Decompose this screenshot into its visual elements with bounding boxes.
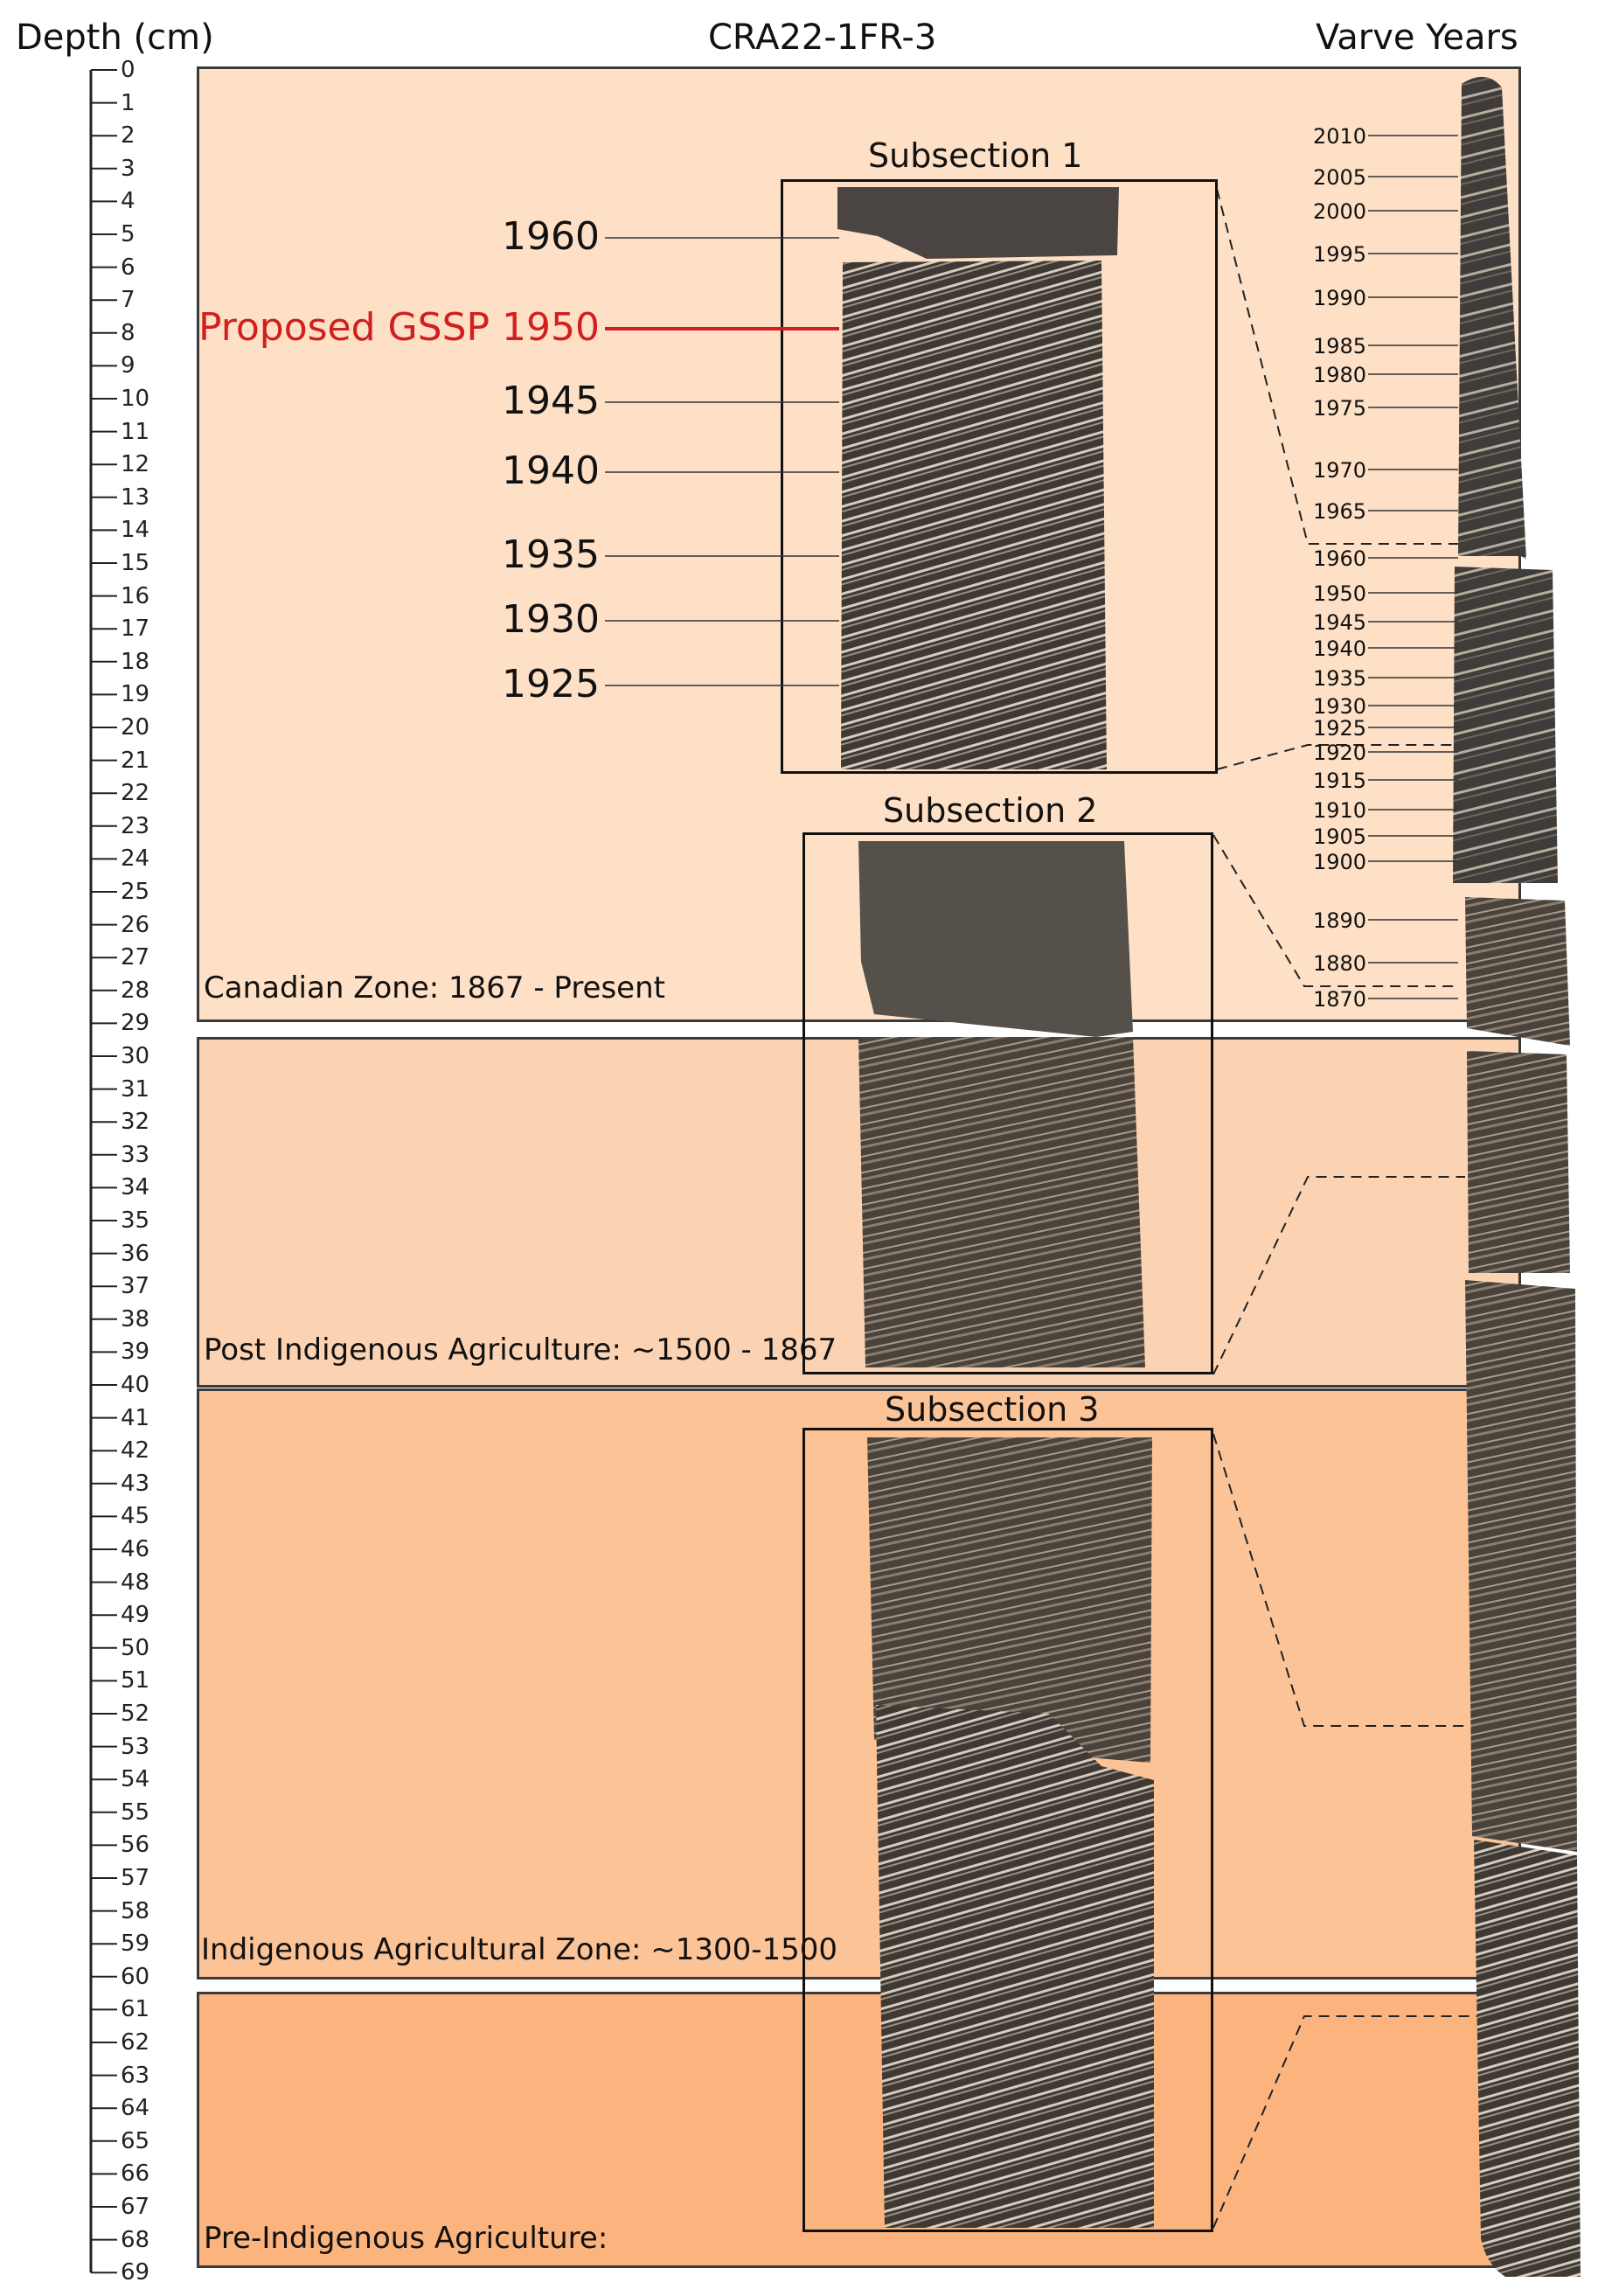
depth-tick-label: 56 <box>121 1832 150 1859</box>
zone-label-indigenous-agricultural: Indigenous Agricultural Zone: ~1300-1500 <box>201 1932 838 1967</box>
subsection-year-label: 1945 <box>502 379 600 423</box>
depth-tick-label: 4 <box>121 188 135 215</box>
depth-tick-label: 19 <box>121 681 150 708</box>
varve-year-label: 1960 <box>1313 546 1367 571</box>
depth-tick-label: 54 <box>121 1766 150 1793</box>
depth-tick-label: 20 <box>121 714 150 741</box>
varve-year-label: 1910 <box>1313 798 1367 823</box>
depth-tick-label: 5 <box>121 221 135 247</box>
depth-tick-label: 63 <box>121 2062 150 2089</box>
zone-label-post-indigenous: Post Indigenous Agriculture: ~1500 - 1867 <box>204 1332 837 1367</box>
depth-tick-label: 41 <box>121 1404 150 1431</box>
varve-year-label: 1950 <box>1313 581 1367 606</box>
depth-tick-label: 3 <box>121 155 135 182</box>
depth-tick-label: 46 <box>121 1536 150 1562</box>
depth-tick-label: 32 <box>121 1109 150 1136</box>
depth-tick-label: 1 <box>121 89 135 116</box>
varve-year-label: 1900 <box>1313 850 1367 874</box>
varve-year-label: 1970 <box>1313 458 1367 483</box>
varve-year-label: 1880 <box>1313 951 1367 976</box>
depth-tick-label: 15 <box>121 550 150 576</box>
depth-tick-label: 10 <box>121 386 150 412</box>
depth-title: Depth (cm) <box>16 17 214 58</box>
varve-year-label: 1915 <box>1313 769 1367 793</box>
varve-year-label: 1975 <box>1313 396 1367 421</box>
depth-tick-label: 29 <box>121 1010 150 1037</box>
depth-tick-label: 13 <box>121 484 150 511</box>
varve-year-label: 1980 <box>1313 363 1367 387</box>
depth-tick-label: 58 <box>121 1897 150 1924</box>
subsection-3-title: Subsection 3 <box>885 1390 1100 1429</box>
depth-tick-label: 6 <box>121 254 135 281</box>
varve-year-label: 2000 <box>1313 199 1367 224</box>
varve-year-label: 1925 <box>1313 716 1367 741</box>
subsection-year-label: 1935 <box>502 532 600 577</box>
depth-tick-label: 55 <box>121 1799 150 1826</box>
depth-tick-label: 21 <box>121 747 150 774</box>
subsection-year-label: 1960 <box>502 214 600 259</box>
depth-tick-label: 8 <box>121 319 135 346</box>
depth-tick-label: 53 <box>121 1733 150 1760</box>
varve-year-label: 1920 <box>1313 741 1367 765</box>
depth-tick-label: 33 <box>121 1141 150 1168</box>
depth-tick-label: 49 <box>121 1602 150 1629</box>
depth-tick-label: 60 <box>121 1963 150 1990</box>
depth-tick-label: 61 <box>121 1996 150 2023</box>
depth-tick-label: 42 <box>121 1437 150 1465</box>
varve-year-label: 1965 <box>1313 499 1367 524</box>
depth-tick-label: 25 <box>121 879 150 905</box>
subsection-year-label: 1925 <box>502 662 600 706</box>
depth-tick-label: 22 <box>121 780 150 807</box>
depth-tick-label: 62 <box>121 2029 150 2056</box>
depth-tick-label: 66 <box>121 2160 150 2188</box>
depth-tick-label: 9 <box>121 352 135 379</box>
varve-year-label: 1945 <box>1313 610 1367 635</box>
depth-tick-label: 2 <box>121 122 135 150</box>
depth-tick-label: 34 <box>121 1174 150 1201</box>
depth-tick-label: 64 <box>121 2095 150 2122</box>
depth-tick-label: 16 <box>121 582 150 609</box>
subsection-2-title: Subsection 2 <box>883 791 1098 830</box>
depth-tick-label: 35 <box>121 1207 150 1234</box>
depth-tick-label: 57 <box>121 1865 150 1891</box>
depth-tick-label: 11 <box>121 418 150 445</box>
varve-year-label: 1890 <box>1313 908 1367 933</box>
depth-tick-label: 50 <box>121 1634 150 1661</box>
depth-tick-label: 0 <box>121 57 135 83</box>
depth-tick-label: 36 <box>121 1240 150 1267</box>
depth-tick-label: 18 <box>121 648 150 675</box>
varve-year-label: 1930 <box>1313 694 1367 719</box>
depth-tick-label: 45 <box>121 1503 150 1530</box>
varve-year-label: 1870 <box>1313 987 1367 1012</box>
varve-year-label: 1905 <box>1313 824 1367 849</box>
subsection-year-label: 1940 <box>502 449 600 493</box>
depth-tick-label: 51 <box>121 1667 150 1694</box>
varve-year-label: 1985 <box>1313 334 1367 358</box>
depth-tick-label: 38 <box>121 1305 150 1332</box>
depth-tick-label: 30 <box>121 1043 150 1069</box>
depth-tick-label: 59 <box>121 1931 150 1958</box>
depth-tick-label: 28 <box>121 977 150 1004</box>
depth-tick-label: 17 <box>121 616 150 643</box>
varve-years-title: Varve Years <box>1316 17 1518 58</box>
depth-tick-label: 69 <box>121 2259 150 2286</box>
core-title: CRA22-1FR-3 <box>708 17 937 58</box>
proposed-gssp-label: Proposed GSSP 1950 <box>198 305 600 350</box>
depth-tick-label: 65 <box>121 2127 150 2154</box>
zone-label-canadian: Canadian Zone: 1867 - Present <box>204 971 665 1005</box>
depth-tick-label: 39 <box>121 1339 150 1366</box>
depth-tick-label: 68 <box>121 2226 150 2253</box>
depth-tick-label: 43 <box>121 1470 150 1497</box>
depth-tick-label: 48 <box>121 1569 150 1596</box>
varve-year-label: 1940 <box>1313 637 1367 661</box>
depth-tick-label: 14 <box>121 517 150 544</box>
varve-year-label: 1935 <box>1313 666 1367 691</box>
varve-year-label: 2005 <box>1313 165 1367 190</box>
depth-tick-label: 67 <box>121 2194 150 2220</box>
varve-year-label: 1990 <box>1313 286 1367 310</box>
depth-tick-label: 24 <box>121 845 150 873</box>
depth-tick-label: 31 <box>121 1075 150 1103</box>
varve-year-label: 2010 <box>1313 124 1367 149</box>
depth-tick-label: 27 <box>121 944 150 971</box>
varve-year-label: 1995 <box>1313 242 1367 267</box>
depth-tick-label: 26 <box>121 911 150 938</box>
depth-tick-label: 7 <box>121 287 135 314</box>
subsection-year-label: 1930 <box>502 597 600 642</box>
depth-tick-label: 23 <box>121 812 150 839</box>
subsection-1-title: Subsection 1 <box>868 136 1083 175</box>
depth-tick-label: 37 <box>121 1273 150 1300</box>
depth-tick-label: 52 <box>121 1701 150 1727</box>
depth-tick-label: 40 <box>121 1372 150 1398</box>
zone-label-pre-indigenous: Pre-Indigenous Agriculture: <box>204 2221 608 2256</box>
depth-tick-label: 12 <box>121 451 150 478</box>
